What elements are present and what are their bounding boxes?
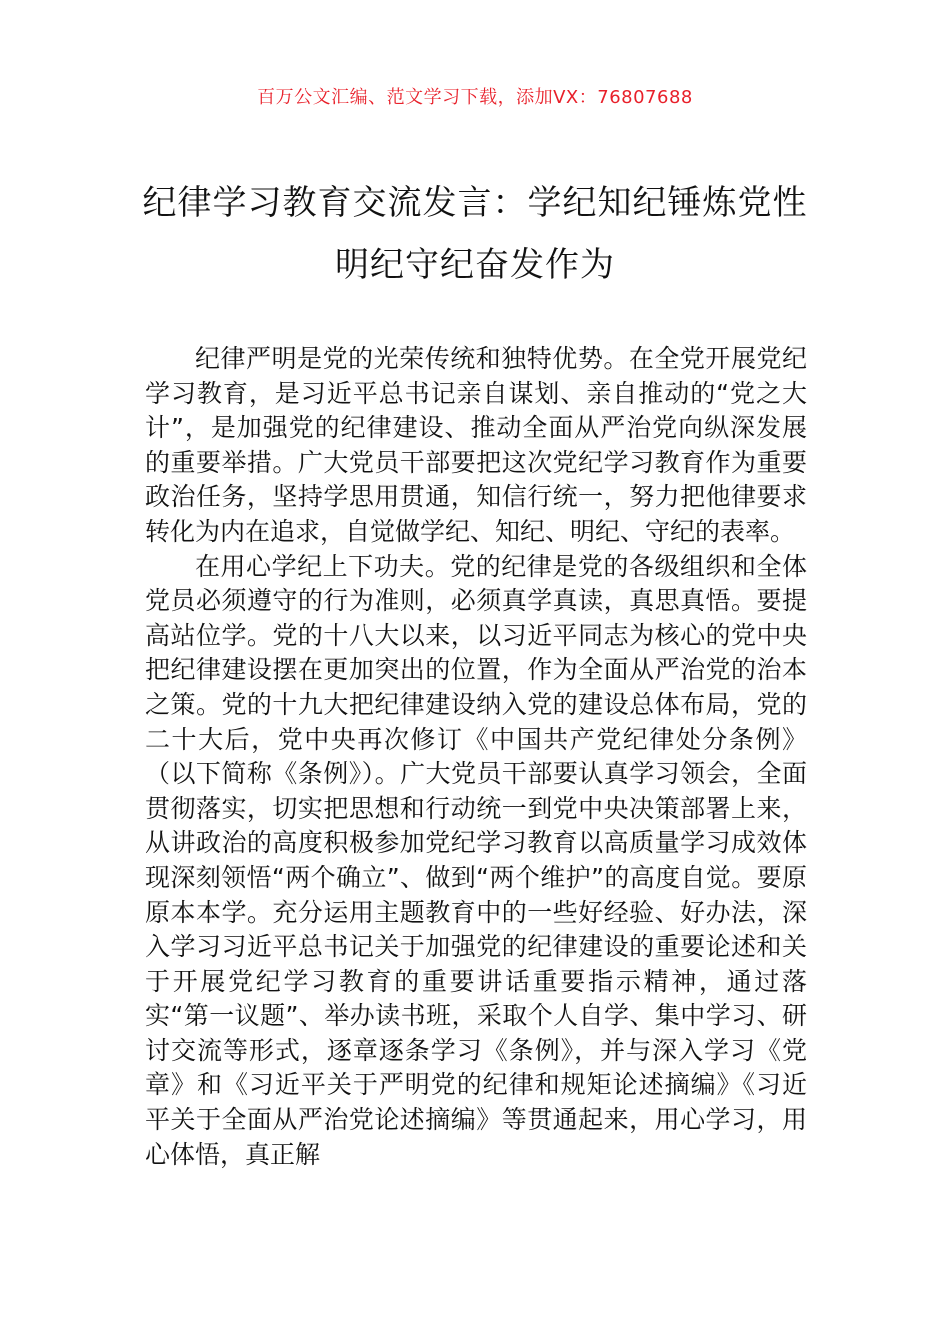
paragraph: 在用心学纪上下功夫。党的纪律是党的各级组织和全体党员必须遵守的行为准则，必须真学真读，真思真悟。要提高站位学。党的十八大以来，以习近平同志为核心的党中央把纪律建设摆在更加突出的位置，作为全面从严治党的治本之策。党的十九大把纪律建设纳入党的建设总体布局，党的二十大后，党中央再次修订《中国共产党纪律处分条例》（以下简称《条例》）。广大党员干部要认真学习领会，全面贯彻落实，切实把思想和行动统一到党中央决策部署上来，从讲政治的高度积极参加党纪学习教育以高质量学习成效体现深刻领悟“两个确立”、做到“两个维护”的高度自觉。要原原本本学。充分运用主题教育中的一些好经验、好办法，深入学习习近平总书记关于加强党的纪律建设的重要论述和关于开展党纪学习教育的重要讲话重要指示精神，通过落实“第一议题”、举办读书班，采取个人自学、集中学习、研讨交流等形式，逐章逐条学习《条例》，并与深入学习《党章》和《习近平关于严明党的纪律和规矩论述摘编》《习近平关于全面从严治党论述摘编》等贯通起来，用心学习，用心体悟，真正解: [145, 551, 807, 1169]
watermark-banner: 百万公文汇编、范文学习下载，添加VX：76807688: [257, 87, 693, 108]
body-text: [145, 342, 807, 1172]
paragraph: 纪律严明是党的光荣传统和独特优势。在全党开展党纪学习教育，是习近平总书记亲自谋划、亲自推动的“党之大计”，是加强党的纪律建设、推动全面从严治党向纵深发展的重要举措。广大党员干部要把这次党纪学习教育作为重要政治任务，坚持学思用贯通，知信行统一，努力把他律要求转化为内在追求，自觉做学纪、知纪、明纪、守纪的表率。: [145, 344, 807, 546]
page-title: 纪律学习教育交流发言：学纪知纪锤炼党性明纪守纪奋发作为: [142, 183, 808, 285]
